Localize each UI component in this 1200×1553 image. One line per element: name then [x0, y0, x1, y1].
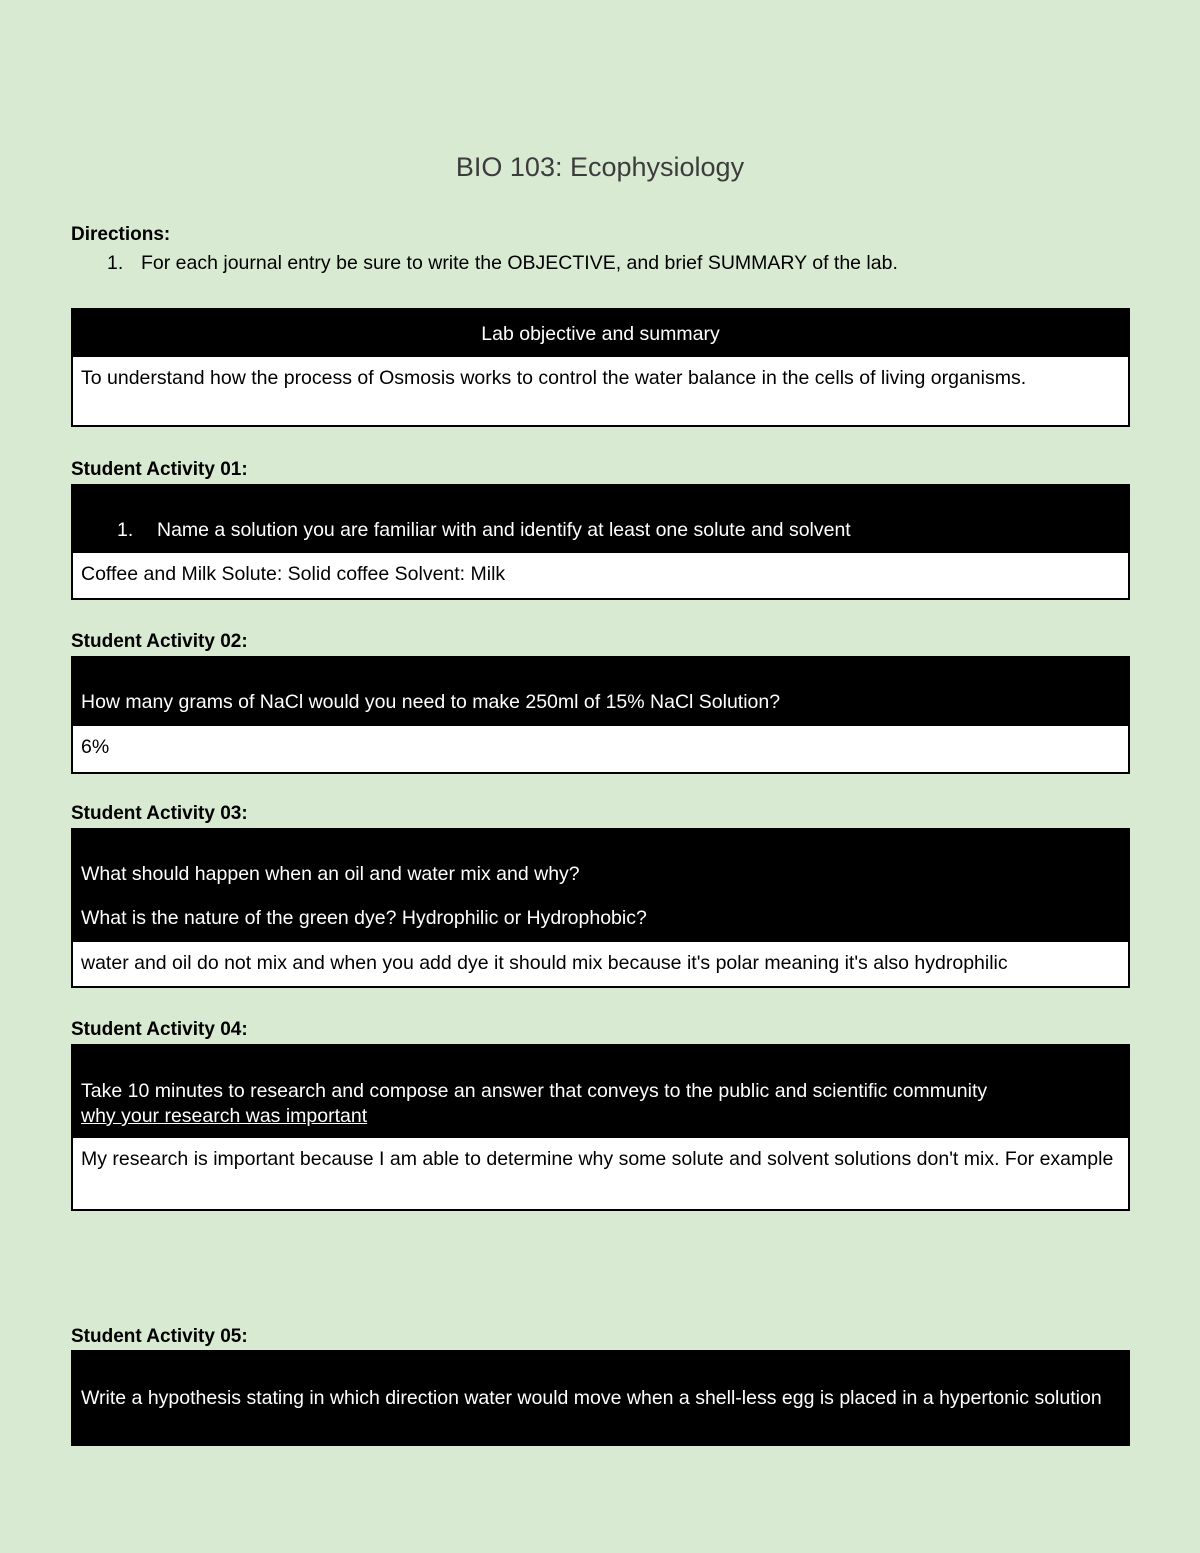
lab-summary-answer[interactable] — [73, 357, 1128, 425]
activity-04-box — [71, 1044, 1130, 1211]
activity-03-answer[interactable] — [73, 942, 1128, 986]
activity-04-answer[interactable] — [73, 1138, 1128, 1209]
directions-text: For each journal entry be sure to write the OBJECTIVE, and brief SUMMARY of the lab. — [141, 252, 898, 274]
activity-05-question-text: Write a hypothesis stating in which direction water would move when a shell-less egg is placed in a hypertonic solution — [81, 1387, 1102, 1409]
lab-summary-header-text: Lab objective and summary — [481, 323, 720, 345]
activity-04-question-underlined: why your research was important — [81, 1105, 368, 1127]
lab-summary-box — [71, 308, 1130, 427]
activity-03-question — [73, 830, 1128, 942]
activity-05-heading: Student Activity 05: — [71, 1326, 248, 1347]
activity-01-answer-text: Coffee and Milk Solute: Solid coffee Solvent: Milk — [81, 563, 506, 585]
activity-03-box — [71, 828, 1130, 988]
activity-04-question — [73, 1046, 1128, 1138]
activity-02-question — [73, 658, 1128, 726]
activity-01-answer[interactable] — [73, 553, 1128, 598]
activity-02-question-text: How many grams of NaCl would you need to make 250ml of 15% NaCl Solution? — [81, 691, 781, 713]
activity-03-answer-text: water and oil do not mix and when you add dye it should mix because it's polar meaning it's also hydrophilic — [81, 952, 1008, 974]
page-title: BIO 103: Ecophysiology — [455, 152, 745, 182]
activity-01-heading: Student Activity 01: — [71, 459, 248, 480]
activity-05-question — [73, 1352, 1128, 1444]
activity-01-question-text: Name a solution you are familiar with and identify at least one solute and solvent — [157, 519, 851, 541]
activity-04-answer-text: My research is important because I am able to determine why some solute and solvent solutions don't mix. For example — [81, 1148, 1114, 1170]
activity-02-box — [71, 656, 1130, 774]
list-number: 1. — [107, 252, 124, 274]
activity-03-question-line-2: What is the nature of the green dye? Hydrophilic or Hydrophobic? — [81, 907, 647, 929]
activity-03-heading: Student Activity 03: — [71, 803, 248, 824]
activity-05-box — [71, 1350, 1130, 1446]
lab-summary-answer-text: To understand how the process of Osmosis works to control the water balance in the cells of living organisms. — [81, 367, 1027, 389]
list-number: 1. — [117, 519, 134, 541]
activity-02-answer-text: 6% — [81, 736, 110, 758]
lab-summary-header — [73, 310, 1128, 357]
directions-list-item — [107, 252, 898, 275]
activity-01-box — [71, 484, 1130, 600]
activity-01-question — [73, 486, 1128, 553]
activity-04-heading: Student Activity 04: — [71, 1019, 248, 1040]
activity-02-answer[interactable] — [73, 726, 1128, 772]
activity-02-heading: Student Activity 02: — [71, 631, 248, 652]
directions-heading: Directions: — [71, 224, 171, 245]
activity-04-question-text: Take 10 minutes to research and compose an answer that conveys to the public and scientific community — [81, 1080, 988, 1102]
activity-03-question-line-1: What should happen when an oil and water mix and why? — [81, 863, 580, 885]
